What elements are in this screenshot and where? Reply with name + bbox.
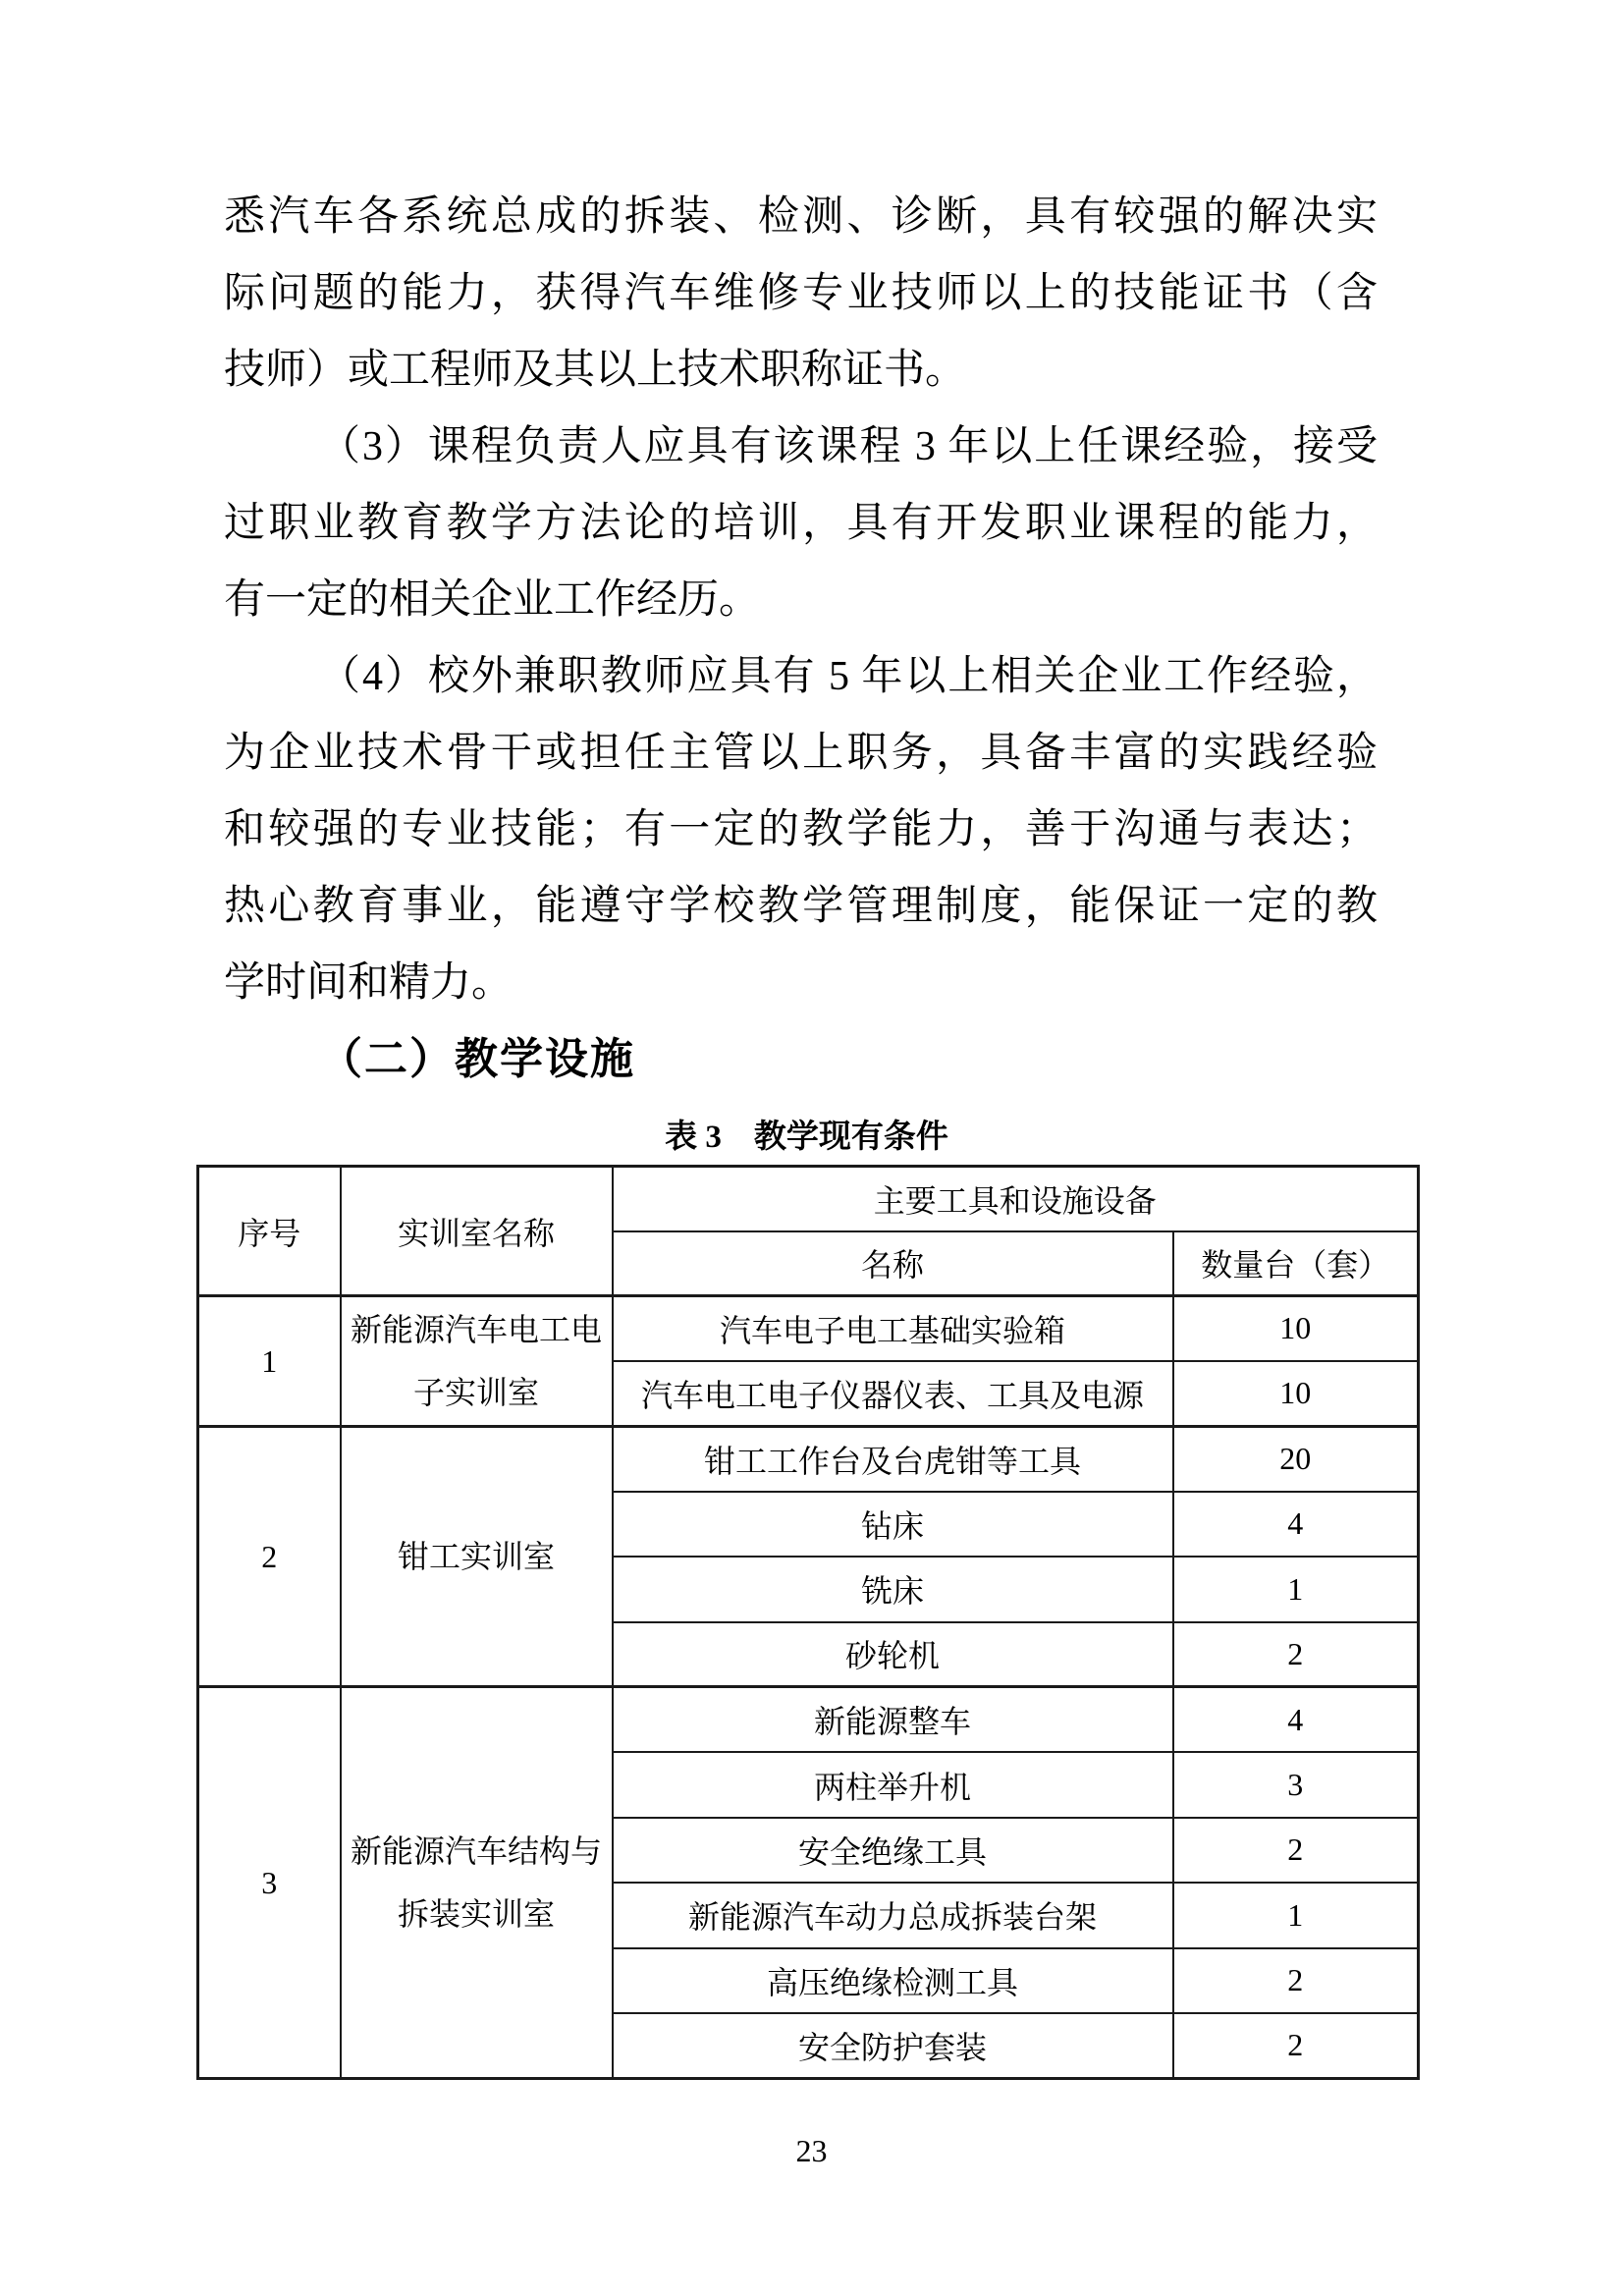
- item-qty-cell: 2: [1173, 1818, 1419, 1883]
- item-name-cell: 安全绝缘工具: [613, 1818, 1173, 1883]
- item-qty-cell: 4: [1173, 1687, 1419, 1752]
- item-name-cell: 钻床: [613, 1492, 1173, 1557]
- header-name: 名称: [613, 1231, 1173, 1296]
- table-row: [198, 1296, 1419, 1361]
- item-name-cell: 铣床: [613, 1557, 1173, 1621]
- header-room: 实训室名称: [341, 1167, 613, 1296]
- header-qty: 数量台（套）: [1173, 1231, 1419, 1296]
- item-qty-cell: 4: [1173, 1492, 1419, 1557]
- room-name-cell: 钳工实训室: [341, 1426, 613, 1687]
- paragraph-line: 悉汽车各系统总成的拆装、检测、诊断，具有较强的解决实: [224, 194, 1378, 240]
- row-index-cell: 3: [198, 1687, 341, 2079]
- item-qty-cell: 1: [1173, 1557, 1419, 1621]
- paragraph-line: 过职业教育教学方法论的培训，具有开发职业课程的能力，: [224, 501, 1378, 546]
- item-qty-cell: 10: [1173, 1296, 1419, 1361]
- body-text-block: [224, 179, 1378, 1098]
- item-qty-cell: 10: [1173, 1361, 1419, 1426]
- paragraph-line: 有一定的相关企业工作经历。: [224, 577, 761, 623]
- paragraph-line: 为企业技术骨干或担任主管以上职务，具备丰富的实践经验: [224, 731, 1378, 776]
- page-number: 23: [795, 2133, 828, 2168]
- item-name-cell: 安全防护套装: [613, 2013, 1173, 2079]
- paragraph-line: 际问题的能力，获得汽车维修专业技师以上的技能证书（含: [224, 271, 1378, 316]
- paragraph-line: 技师）或工程师及其以上技术职称证书。: [224, 348, 967, 393]
- paragraph-line: 和较强的专业技能；有一定的教学能力，善于沟通与表达；: [224, 807, 1378, 852]
- item-name-cell: 砂轮机: [613, 1622, 1173, 1687]
- paragraph-line: （4）校外兼职教师应具有 5 年以上相关企业工作经验，: [319, 654, 1378, 699]
- item-name-cell: 钳工工作台及台虎钳等工具: [613, 1426, 1173, 1491]
- table-row: [198, 1426, 1419, 1491]
- item-name-cell: 两柱举升机: [613, 1752, 1173, 1817]
- item-name-cell: 新能源汽车动力总成拆装台架: [613, 1883, 1173, 1947]
- row-index-cell: 2: [198, 1426, 341, 1687]
- section-heading: （二）教学设施: [319, 1035, 635, 1083]
- facilities-table: [196, 1165, 1420, 2080]
- item-qty-cell: 1: [1173, 1883, 1419, 1947]
- item-qty-cell: 2: [1173, 1622, 1419, 1687]
- item-qty-cell: 3: [1173, 1752, 1419, 1817]
- item-qty-cell: 20: [1173, 1426, 1419, 1491]
- header-index: 序号: [198, 1167, 341, 1296]
- item-name-cell: 汽车电子电工基础实验箱: [613, 1296, 1173, 1361]
- item-name-cell: 高压绝缘检测工具: [613, 1948, 1173, 2013]
- item-name-cell: 汽车电工电子仪器仪表、工具及电源: [613, 1361, 1173, 1426]
- item-name-cell: 新能源整车: [613, 1687, 1173, 1752]
- item-qty-cell: 2: [1173, 2013, 1419, 2079]
- table-caption: 表 3 教学现有条件: [665, 1120, 948, 1155]
- paragraph-line: 学时间和精力。: [224, 960, 514, 1006]
- header-tools-group: 主要工具和设施设备: [613, 1167, 1419, 1231]
- paragraph-line: 热心教育事业，能遵守学校教学管理制度，能保证一定的教: [224, 884, 1378, 929]
- paragraph-line: （3）课程负责人应具有该课程 3 年以上任课经验，接受: [319, 424, 1378, 469]
- item-qty-cell: 2: [1173, 1948, 1419, 2013]
- table-row: [198, 1687, 1419, 1752]
- table-header-row: [198, 1167, 1419, 1231]
- room-name-cell: 新能源汽车电工电子实训室: [341, 1296, 613, 1427]
- room-name-cell: 新能源汽车结构与拆装实训室: [341, 1687, 613, 2079]
- row-index-cell: 1: [198, 1296, 341, 1427]
